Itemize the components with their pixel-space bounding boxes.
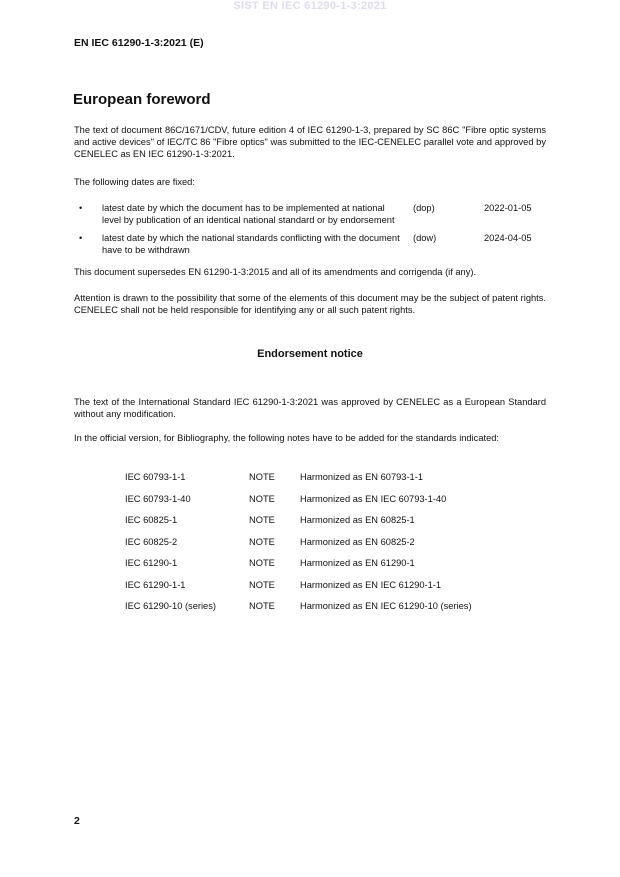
standard-cell: IEC 61290-10 (series) — [125, 601, 216, 611]
standard-cell: IEC 60793-1-1 — [125, 472, 186, 482]
supersedes-text: This document supersedes EN 61290-1-3:2015 and all of its amendments and corrigenda (if any). — [74, 267, 477, 277]
harmonized-cell: Harmonized as EN IEC 61290-1-1 — [300, 579, 442, 590]
harmonized-cell: Harmonized as EN 60793-1-1 — [300, 472, 423, 482]
note-label-cell: NOTE — [249, 601, 275, 611]
note-label-cell: NOTE — [249, 579, 275, 590]
endorsement-title: Endorsement notice — [257, 348, 363, 360]
standard-cell: IEC 60825-2 — [125, 536, 178, 547]
watermark: SIST EN IEC 61290-1-3:2021 — [233, 0, 387, 12]
foreword-intro: The text of document 86C/1671/CDV, future edition 4 of IEC 61290-1-3, prepared by SC 86C "Fibre optic systems and active devices" of IEC/TC 86 "Fibre optics" was submitted to the IEC-CENELEC parallel vote and approved by CENELEC as EN IEC 61290-1-3:2021. — [74, 125, 546, 159]
patent-attention-text: Attention is drawn to the possibility that some of the elements of this document may be the subject of patent rights. CENELEC shall not be held responsible for identifying any or all such patent rights. — [74, 293, 546, 315]
harmonized-cell: Harmonized as EN IEC 61290-10 (series) — [300, 601, 472, 611]
page-number: 2 — [74, 815, 80, 827]
standard-cell: IEC 61290-1-1 — [125, 579, 186, 590]
dates-intro: The following dates are fixed: — [74, 177, 195, 187]
harmonized-cell: Harmonized as EN 60825-2 — [300, 536, 415, 547]
date-value: 2022-01-05 — [484, 203, 532, 213]
table-row — [125, 472, 472, 494]
table-row — [125, 601, 472, 623]
harmonized-cell: Harmonized as EN 61290-1 — [300, 558, 415, 568]
date-code: (dop) — [413, 203, 435, 213]
date-description: latest date by which the document has to be implemented at national level by publication of an identical national standard or by endorsement — [102, 203, 395, 225]
table-row — [125, 494, 472, 516]
table-row — [125, 515, 472, 537]
bullet: • — [79, 203, 83, 213]
bibliography-notes-intro: In the official version, for Bibliography, the following notes have to be added for the standards indicated: — [74, 433, 499, 443]
bullet: • — [79, 233, 83, 243]
note-label-cell: NOTE — [249, 515, 275, 525]
table-row — [125, 537, 472, 559]
harmonized-cell: Harmonized as EN 60825-1 — [300, 515, 415, 525]
standard-cell: IEC 61290-1 — [125, 558, 178, 568]
harmonized-cell: Harmonized as EN IEC 60793-1-40 — [300, 493, 447, 504]
note-label-cell: NOTE — [249, 472, 275, 482]
date-description: latest date by which the national standards conflicting with the document have to be withdrawn — [102, 233, 400, 255]
document-id: EN IEC 61290-1-3:2021 (E) — [74, 37, 204, 49]
table-row — [125, 580, 472, 602]
date-value: 2024-04-05 — [484, 233, 532, 243]
table-row — [125, 558, 472, 580]
note-label-cell: NOTE — [249, 493, 275, 504]
note-label-cell: NOTE — [249, 536, 275, 547]
note-label-cell: NOTE — [249, 558, 275, 568]
bibliography-notes-table — [125, 472, 472, 623]
standard-cell: IEC 60793-1-40 — [125, 493, 191, 504]
date-code: (dow) — [413, 233, 437, 243]
endorsement-text: The text of the International Standard IEC 61290-1-3:2021 was approved by CENELEC as a European Standard without any modification. — [74, 397, 546, 419]
standard-cell: IEC 60825-1 — [125, 515, 178, 525]
foreword-title: European foreword — [73, 91, 211, 108]
